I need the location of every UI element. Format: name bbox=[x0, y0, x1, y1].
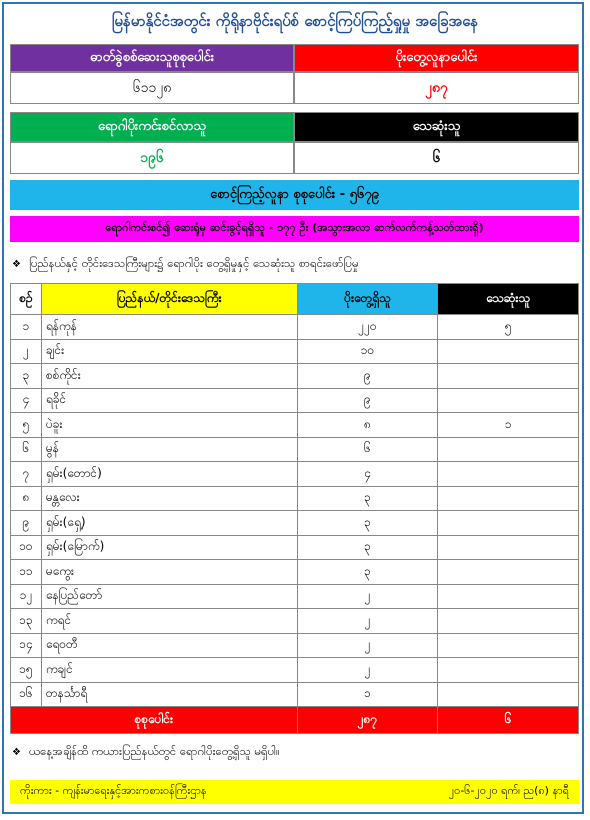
row-sr: ၁၆ bbox=[11, 682, 42, 707]
table-row bbox=[11, 388, 579, 413]
recovered-value: ၁၉၆ bbox=[10, 142, 294, 174]
footer-source: ကိုးကား - ကျန်းမာရေးနှင့်အားကစားဝန်ကြီးဌာန bbox=[20, 784, 207, 797]
row-infected: ၁ bbox=[297, 682, 438, 707]
row-deaths bbox=[438, 633, 579, 658]
row-deaths bbox=[438, 560, 579, 585]
table-row bbox=[11, 315, 579, 340]
row-infected: ၃ bbox=[297, 560, 438, 585]
region-table bbox=[10, 283, 579, 734]
row-deaths bbox=[438, 535, 579, 560]
row-infected: ၈ bbox=[297, 413, 438, 438]
table-intro-text: ပြည်နယ်နှင့် တိုင်းဒေသကြီးများ၌ ရောဂါပိုး တွေ့ရှိမှုနှင့် သေဆုံးသူ စာရင်းဖော်ပြမှု bbox=[28, 255, 359, 270]
row-sr: ၉ bbox=[11, 511, 42, 536]
row-infected: ၆ bbox=[297, 437, 438, 462]
bottom-note-text: ယနေ့အချိန်ထိ ကယားပြည်နယ်တွင် ရောဂါပိုးတွေ့ရှိသူ မရှိပါ။ bbox=[28, 743, 280, 758]
recovered-label: ရောဂါပိုးကင်းစင်လာသူ bbox=[10, 112, 294, 142]
row-deaths bbox=[438, 339, 579, 364]
table-row bbox=[11, 535, 579, 560]
row-infected: ၃ bbox=[297, 511, 438, 536]
total-deaths: ၆ bbox=[438, 707, 579, 734]
row-infected: ၂၂၀ bbox=[297, 315, 438, 340]
row-deaths bbox=[438, 658, 579, 683]
tested-label: ဓာတ်ခွဲစစ်ဆေးသူစုစုပေါင်း bbox=[10, 44, 294, 72]
row-deaths bbox=[438, 511, 579, 536]
table-row bbox=[11, 511, 579, 536]
row-region: ရေ၀တီ bbox=[41, 633, 297, 658]
table-row bbox=[11, 658, 579, 683]
col-header-deaths: သေဆုံးသူ bbox=[438, 284, 579, 315]
row-region: ရန်ကုန် bbox=[41, 315, 297, 340]
row-infected: ၉ bbox=[297, 364, 438, 389]
row-deaths bbox=[438, 584, 579, 609]
row-sr: ၁၂ bbox=[11, 584, 42, 609]
row-region: မကွေး bbox=[41, 560, 297, 585]
confirmed-label: ပိုးတွေ့လူနာပေါင်း bbox=[294, 44, 579, 72]
footer-bar bbox=[10, 780, 579, 804]
table-row bbox=[11, 560, 579, 585]
row-region: ရှမ်း(တောင်) bbox=[41, 462, 297, 487]
table-row bbox=[11, 413, 579, 438]
row-deaths bbox=[438, 462, 579, 487]
row-deaths: ၅ bbox=[438, 315, 579, 340]
row-sr: ၆ bbox=[11, 437, 42, 462]
deaths-value: ၆ bbox=[294, 142, 579, 174]
table-row bbox=[11, 609, 579, 634]
row-sr: ၄ bbox=[11, 388, 42, 413]
row-sr: ၁၁ bbox=[11, 560, 42, 585]
row-sr: ၂ bbox=[11, 339, 42, 364]
row-region: နေပြည်တော် bbox=[41, 584, 297, 609]
row-deaths bbox=[438, 609, 579, 634]
col-header-sr: စဉ် bbox=[11, 284, 42, 315]
col-header-region: ပြည်နယ်/တိုင်းဒေသကြီး bbox=[41, 284, 297, 315]
row-infected: ၂ bbox=[297, 584, 438, 609]
row-region: တနင်္သာရီ bbox=[41, 682, 297, 707]
row-infected: ၄ bbox=[297, 462, 438, 487]
table-intro bbox=[12, 254, 578, 274]
tested-value: ၆၁၁၂၈ bbox=[10, 72, 294, 104]
footer-datetime: ၂၀-၆-၂၀၂၀ ရက်၊ ည(၈) နာရီ bbox=[448, 784, 569, 797]
col-header-infected: ပိုးတွေ့ရှိသူ bbox=[297, 284, 438, 315]
row-region: ကရင် bbox=[41, 609, 297, 634]
table-header-row bbox=[11, 284, 579, 315]
page-title: မြန်မာနိုင်ငံအတွင်း ကိုရိုနာဗိုင်းရပ်စ် စောင့်ကြပ်ကြည့်ရှုမှု အခြေအနေ bbox=[111, 12, 479, 30]
row-infected: ၃ bbox=[297, 535, 438, 560]
row-region: ရခိုင် bbox=[41, 388, 297, 413]
row-infected: ၂ bbox=[297, 658, 438, 683]
table-row bbox=[11, 682, 579, 707]
table-row bbox=[11, 339, 579, 364]
row-region: ချင်း bbox=[41, 339, 297, 364]
row-sr: ၁၀ bbox=[11, 535, 42, 560]
row-infected: ၃ bbox=[297, 486, 438, 511]
row-deaths bbox=[438, 437, 579, 462]
row-region: ပဲခူး bbox=[41, 413, 297, 438]
row-sr: ၁၃ bbox=[11, 609, 42, 634]
row-deaths bbox=[438, 388, 579, 413]
table-row bbox=[11, 584, 579, 609]
row-region: ကချင် bbox=[41, 658, 297, 683]
monitoring-total-bar: စောင့်ကြည့်လူနာ စုစုပေါင်း - ၅၆၇၉ bbox=[10, 180, 579, 210]
table-row bbox=[11, 486, 579, 511]
row-deaths: ၁ bbox=[438, 413, 579, 438]
confirmed-value: ၂၈၇ bbox=[294, 72, 579, 104]
row-sr: ၁၄ bbox=[11, 633, 42, 658]
row-region: မန္တလေး bbox=[41, 486, 297, 511]
row-infected: ၁၀ bbox=[297, 339, 438, 364]
row-deaths bbox=[438, 364, 579, 389]
row-deaths bbox=[438, 682, 579, 707]
row-sr: ၁၅ bbox=[11, 658, 42, 683]
row-infected: ၉ bbox=[297, 388, 438, 413]
row-sr: ၁ bbox=[11, 315, 42, 340]
table-row bbox=[11, 633, 579, 658]
total-infected: ၂၈၇ bbox=[297, 707, 438, 734]
row-region: စစ်ကိုင်း bbox=[41, 364, 297, 389]
total-label: စုစုပေါင်း bbox=[11, 707, 298, 734]
table-row bbox=[11, 437, 579, 462]
table-row bbox=[11, 364, 579, 389]
row-sr: ၇ bbox=[11, 462, 42, 487]
row-region: ရှမ်း(ရှေ့) bbox=[41, 511, 297, 536]
row-deaths bbox=[438, 486, 579, 511]
row-region: ရှမ်း(မြောက်) bbox=[41, 535, 297, 560]
discharged-bar: ရောဂါကင်းစင်၍ ဆေးရုံမှ ဆင်းခွင့်ရရှိသူ - ၁၇၇ ဦး (အသွားအလာ ဆက်လက်ကန့်သတ်ထားရှိ) bbox=[10, 216, 579, 242]
row-sr: ၅ bbox=[11, 413, 42, 438]
diamond-bullet-icon: ❖ bbox=[12, 258, 21, 270]
row-sr: ၃ bbox=[11, 364, 42, 389]
row-infected: ၂ bbox=[297, 633, 438, 658]
diamond-bullet-icon: ❖ bbox=[12, 746, 21, 758]
table-row bbox=[11, 462, 579, 487]
table-total-row bbox=[11, 707, 579, 734]
row-region: မွန် bbox=[41, 437, 297, 462]
deaths-label: သေဆုံးသူ bbox=[294, 112, 579, 142]
row-sr: ၈ bbox=[11, 486, 42, 511]
bottom-note bbox=[12, 742, 578, 762]
row-infected: ၂ bbox=[297, 609, 438, 634]
